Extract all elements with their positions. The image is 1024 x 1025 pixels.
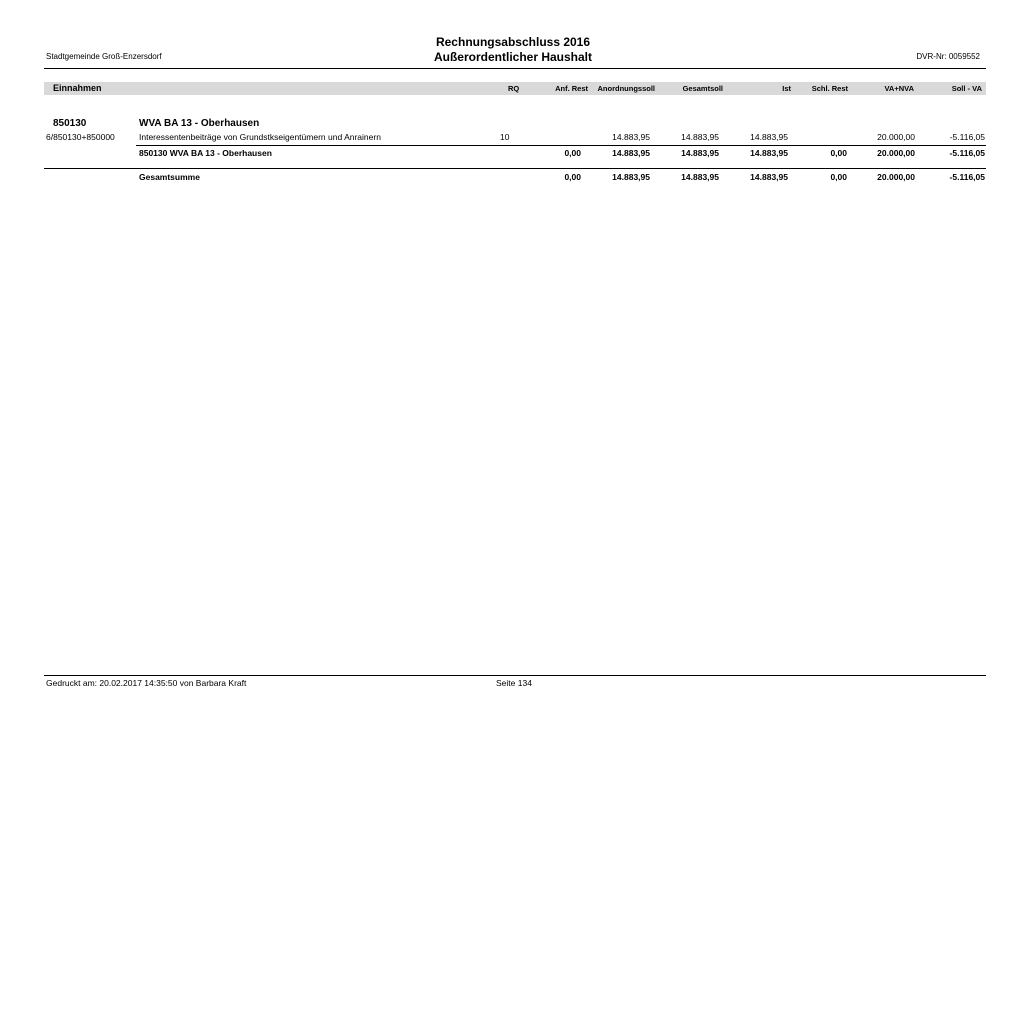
- row-account: 6/850130+850000: [46, 132, 115, 142]
- total-ist: 14.883,95: [750, 172, 788, 182]
- subtotal-label: 850130 WVA BA 13 - Oberhausen: [139, 148, 272, 158]
- header-divider: [44, 68, 986, 69]
- group-code: 850130: [53, 118, 87, 129]
- subtotal-anordnungssoll: 14.883,95: [612, 148, 650, 158]
- total-divider: [44, 168, 986, 169]
- column-soll-va: Soll - VA: [951, 84, 982, 93]
- subtotal-ist: 14.883,95: [750, 148, 788, 158]
- column-section: Einnahmen: [53, 83, 102, 93]
- total-anf-rest: 0,00: [564, 172, 581, 182]
- organization-name: Stadtgemeinde Groß-Enzersdorf: [46, 52, 162, 61]
- page-number: Seite 134: [496, 678, 532, 688]
- total-schl-rest: 0,00: [830, 172, 847, 182]
- subtotal-va-nva: 20.000,00: [877, 148, 915, 158]
- column-schl-rest: Schl. Rest: [811, 84, 848, 93]
- subtotal-gesamtsoll: 14.883,95: [681, 148, 719, 158]
- row-gesamtsoll: 14.883,95: [681, 132, 719, 142]
- report-title: Rechnungsabschluss 2016: [435, 35, 591, 49]
- total-gesamtsoll: 14.883,95: [681, 172, 719, 182]
- column-gesamtsoll: Gesamtsoll: [682, 84, 723, 93]
- subtotal-soll-va: -5.116,05: [949, 148, 985, 158]
- row-ist: 14.883,95: [750, 132, 788, 142]
- printed-info: Gedruckt am: 20.02.2017 14:35:50 von Barbara Kraft: [46, 678, 247, 688]
- row-rq: 10: [500, 132, 510, 142]
- report-subtitle: Außerordentlicher Haushalt: [433, 50, 593, 64]
- column-ist: Ist: [782, 84, 791, 93]
- group-title: WVA BA 13 - Oberhausen: [139, 118, 260, 129]
- footer-divider: [44, 675, 986, 676]
- subtotal-divider: [136, 145, 986, 146]
- total-soll-va: -5.116,05: [949, 172, 985, 182]
- column-header-bar: [44, 82, 986, 95]
- total-label: Gesamtsumme: [139, 172, 200, 182]
- subtotal-schl-rest: 0,00: [830, 148, 847, 158]
- row-soll-va: -5.116,05: [949, 132, 985, 142]
- column-anordnungssoll: Anordnungssoll: [597, 84, 655, 93]
- row-va-nva: 20.000,00: [877, 132, 915, 142]
- column-anf-rest: Anf. Rest: [555, 84, 588, 93]
- column-va-nva: VA+NVA: [884, 84, 914, 93]
- total-va-nva: 20.000,00: [877, 172, 915, 182]
- subtotal-anf-rest: 0,00: [564, 148, 581, 158]
- dvr-number: DVR-Nr: 0059552: [916, 52, 980, 61]
- row-description: Interessentenbeiträge von Grundstkseigentümern und Anrainern: [139, 132, 381, 142]
- row-anordnungssoll: 14.883,95: [612, 132, 650, 142]
- column-rq: RQ: [508, 84, 520, 93]
- total-anordnungssoll: 14.883,95: [612, 172, 650, 182]
